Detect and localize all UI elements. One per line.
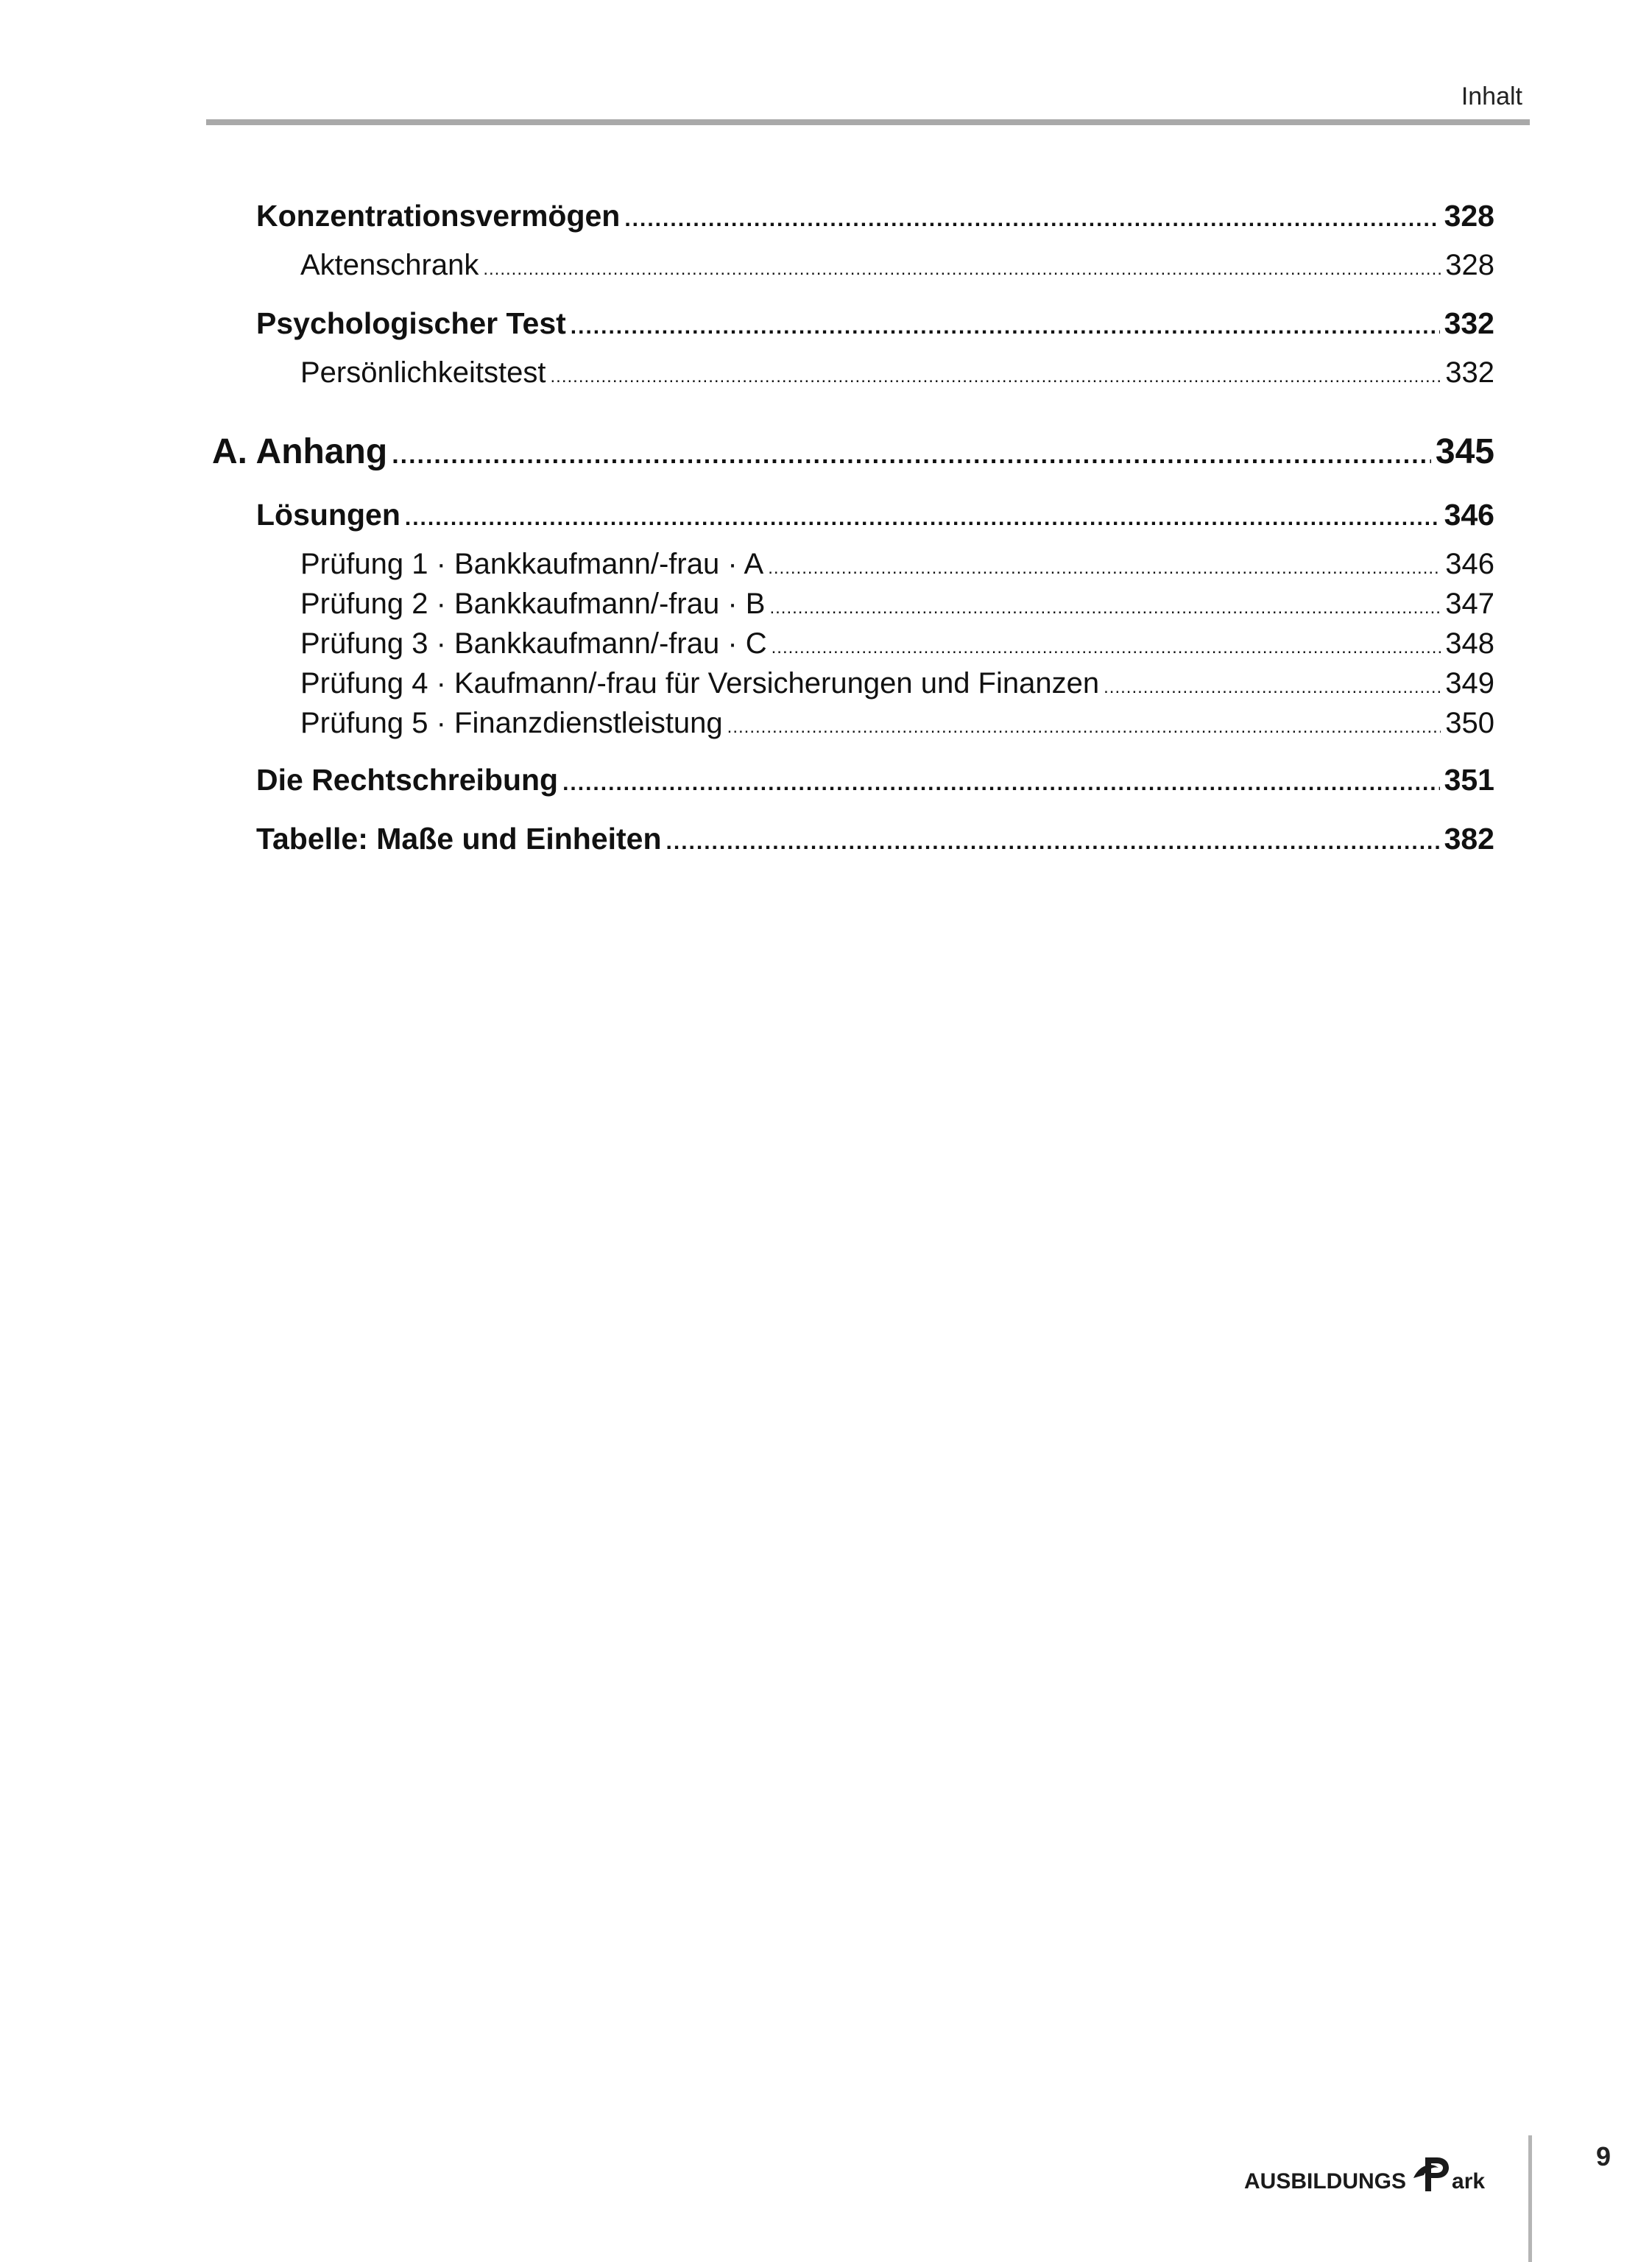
- footer-divider: [1528, 2135, 1532, 2262]
- toc-entry-label: Prüfung 2 · Bankkaufmann/-frau · B: [300, 588, 766, 620]
- leader-dots: [405, 506, 1440, 531]
- toc-entry-label: Konzentrationsvermögen: [256, 199, 621, 233]
- toc-entry-page: 348: [1445, 627, 1494, 660]
- toc-entry[interactable]: [256, 498, 1494, 532]
- leader-dots: [571, 314, 1440, 339]
- toc-entry-label: Psychologischer Test: [256, 306, 566, 340]
- toc-entry[interactable]: [300, 356, 1494, 390]
- toc-entry-label: Prüfung 5 · Finanzdienstleistung: [300, 707, 723, 739]
- toc-entry-label: A. Anhang: [212, 432, 388, 471]
- toc-entry[interactable]: [300, 249, 1494, 282]
- toc-entry-page: 350: [1445, 707, 1494, 739]
- toc-entry-label: Prüfung 1 · Bankkaufmann/-frau · A: [300, 548, 764, 580]
- toc-entry[interactable]: [212, 431, 1494, 472]
- toc-entry[interactable]: [300, 548, 1494, 581]
- logo-text-right: ark: [1452, 2169, 1486, 2194]
- leader-dots: [772, 638, 1441, 658]
- toc-entry-page: 347: [1445, 588, 1494, 620]
- header-divider: [206, 119, 1530, 125]
- toc-entry-page: 346: [1445, 548, 1494, 580]
- leader-dots: [483, 259, 1441, 280]
- toc-entry[interactable]: [300, 588, 1494, 621]
- toc-entry-label: Aktenschrank: [300, 249, 479, 281]
- leader-dots: [392, 441, 1431, 470]
- toc-entry[interactable]: [256, 306, 1494, 341]
- toc-entry-page: 382: [1444, 822, 1494, 856]
- leader-dots: [769, 598, 1441, 619]
- leader-dots: [624, 207, 1439, 232]
- toc-entry[interactable]: [300, 667, 1494, 700]
- leader-dots: [727, 717, 1441, 738]
- page-number: 9: [1596, 2141, 1612, 2171]
- logo-bird-p-icon: [1409, 2150, 1450, 2194]
- toc-entry-page: 332: [1445, 356, 1494, 389]
- publisher-logo: [1244, 2150, 1485, 2194]
- toc-entry[interactable]: [256, 199, 1494, 233]
- toc-entry[interactable]: [256, 822, 1494, 856]
- toc-entry-page: 351: [1444, 763, 1494, 797]
- toc-entry-page: 345: [1435, 432, 1494, 471]
- toc-entry-label: Lösungen: [256, 498, 400, 532]
- toc-entry-page: 349: [1445, 667, 1494, 700]
- toc-entry-page: 332: [1444, 306, 1494, 340]
- logo-text-left: AUSBILDUNGS: [1244, 2169, 1407, 2194]
- leader-dots: [666, 830, 1440, 855]
- leader-dots: [562, 771, 1439, 796]
- toc-entry[interactable]: [256, 763, 1494, 797]
- toc-entry-label: Die Rechtschreibung: [256, 763, 559, 797]
- toc-entry-label: Prüfung 3 · Bankkaufmann/-frau · C: [300, 627, 767, 660]
- toc-entry-page: 328: [1444, 199, 1494, 233]
- toc-entry[interactable]: [300, 707, 1494, 740]
- toc-entry-label: Prüfung 4 · Kaufmann/-frau für Versicherungen und Finanzen: [300, 667, 1100, 700]
- leader-dots: [1104, 677, 1441, 698]
- toc-entry-label: Tabelle: Maße und Einheiten: [256, 822, 662, 856]
- running-header-title: Inhalt: [1461, 82, 1522, 110]
- leader-dots: [768, 558, 1441, 579]
- toc-entry-label: Persönlichkeitstest: [300, 356, 546, 389]
- toc-entry-page: 328: [1445, 249, 1494, 281]
- leader-dots: [550, 367, 1441, 387]
- toc-entry-page: 346: [1444, 498, 1494, 532]
- toc-entry[interactable]: [300, 627, 1494, 660]
